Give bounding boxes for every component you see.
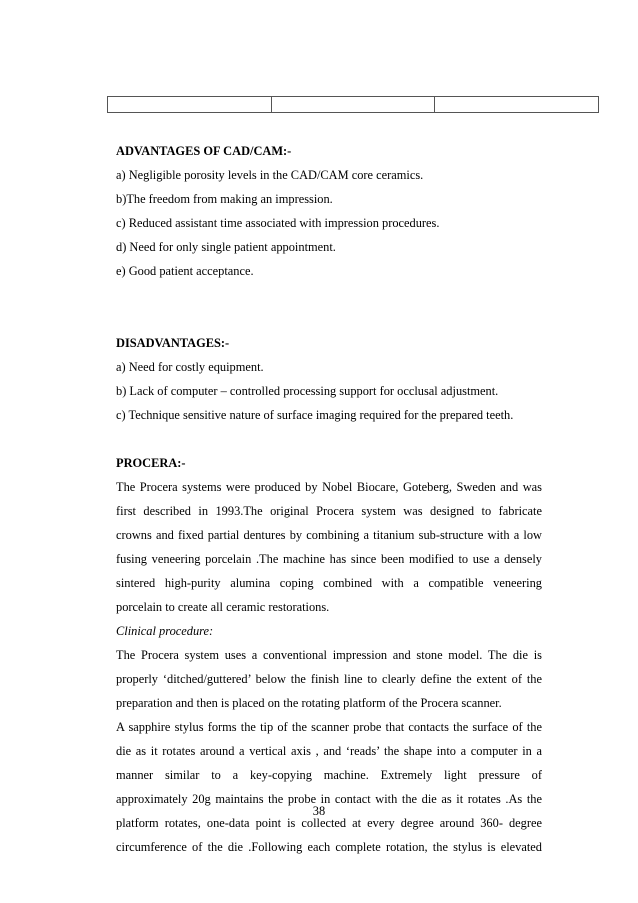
procera-heading: PROCERA:- <box>116 456 186 470</box>
table-cell <box>435 97 598 112</box>
table-cell <box>108 97 272 112</box>
paragraph-line: sintered high-purity alumina coping combined with a compatible veneering <box>116 576 542 590</box>
advantages-heading: ADVANTAGES OF CAD/CAM:- <box>116 144 292 158</box>
paragraph-line: A sapphire stylus forms the tip of the scanner probe that contacts the surface of the <box>116 720 542 734</box>
header-table-row <box>107 96 599 113</box>
paragraph-line: porcelain to create all ceramic restorations. <box>116 600 330 614</box>
list-item: e) Good patient acceptance. <box>116 264 254 278</box>
list-item: d) Need for only single patient appointment. <box>116 240 336 254</box>
paragraph-line: manner similar to a key-copying machine. Extremely light pressure of <box>116 768 542 782</box>
page-number: 38 <box>312 804 326 818</box>
list-item: c) Reduced assistant time associated with impression procedures. <box>116 216 440 230</box>
list-item: b) Lack of computer – controlled processing support for occlusal adjustment. <box>116 384 499 398</box>
paragraph-line: circumference of the die .Following each complete rotation, the stylus is elevated <box>116 840 542 854</box>
paragraph-line: The Procera systems were produced by Nobel Biocare, Goteberg, Sweden and was <box>116 480 542 494</box>
paragraph-line: properly ‘ditched/guttered’ below the finish line to clearly define the extent of the <box>116 672 542 686</box>
paragraph-line: die as it rotates around a vertical axis , and ‘reads’ the shape into a computer in a <box>116 744 542 758</box>
list-item: a) Negligible porosity levels in the CAD/CAM core ceramics. <box>116 168 424 182</box>
paragraph-line: The Procera system uses a conventional impression and stone model. The die is <box>116 648 542 662</box>
paragraph-line: platform rotates, one-data point is collected at every degree around 360- degree <box>116 816 542 830</box>
list-item: c) Technique sensitive nature of surface imaging required for the prepared teeth. <box>116 408 514 422</box>
table-cell <box>272 97 436 112</box>
paragraph-line: preparation and then is placed on the rotating platform of the Procera scanner. <box>116 696 502 710</box>
list-item: a) Need for costly equipment. <box>116 360 264 374</box>
disadvantages-heading: DISADVANTAGES:- <box>116 336 230 350</box>
list-item: b)The freedom from making an impression. <box>116 192 333 206</box>
page-content <box>116 139 542 859</box>
paragraph-line: first described in 1993.The original Procera system was designed to fabricate <box>116 504 542 518</box>
paragraph-line: approximately 20g maintains the probe in contact with the die as it rotates .As the <box>116 792 542 806</box>
paragraph-line: crowns and fixed partial dentures by combining a titanium sub-structure with a low <box>116 528 542 542</box>
clinical-procedure-subheading: Clinical procedure: <box>116 624 214 638</box>
paragraph-line: fusing veneering porcelain .The machine has since been modified to use a densely <box>116 552 542 566</box>
